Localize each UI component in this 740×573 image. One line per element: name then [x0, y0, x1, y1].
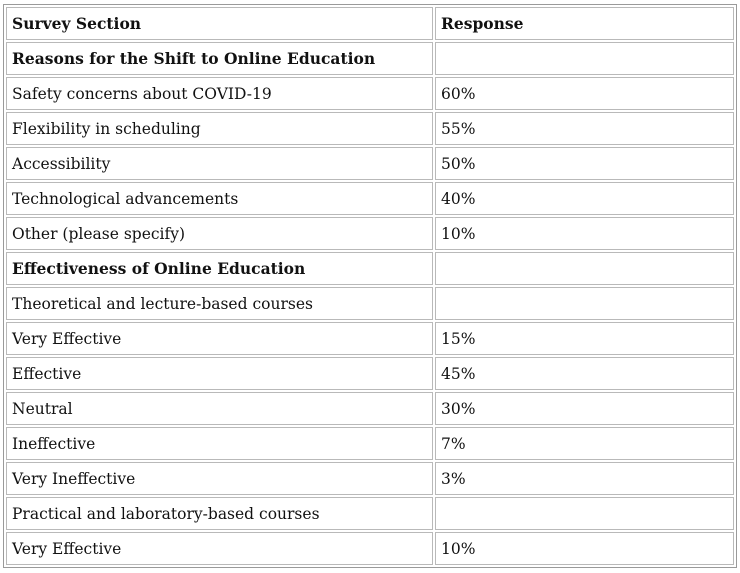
- survey-item-cell: Very Ineffective: [6, 462, 433, 495]
- response-cell: 7%: [435, 427, 734, 460]
- response-cell: 15%: [435, 322, 734, 355]
- table-row: [6, 427, 734, 460]
- response-cell: 60%: [435, 77, 734, 110]
- response-cell: 40%: [435, 182, 734, 215]
- response-cell: 10%: [435, 217, 734, 250]
- table-row: [6, 392, 734, 425]
- response-cell: 30%: [435, 392, 734, 425]
- response-cell: [435, 497, 734, 530]
- response-cell: 50%: [435, 147, 734, 180]
- subsection-row: [6, 497, 734, 530]
- survey-item-cell: Technological advancements: [6, 182, 433, 215]
- section-heading: Effectiveness of Online Education: [6, 252, 433, 285]
- response-cell: 3%: [435, 462, 734, 495]
- table-row: [6, 357, 734, 390]
- survey-item-cell: Very Effective: [6, 532, 433, 565]
- section-heading-row: [6, 42, 734, 75]
- subsection-row: [6, 287, 734, 320]
- table-row: [6, 322, 734, 355]
- survey-item-cell: Accessibility: [6, 147, 433, 180]
- response-cell: 10%: [435, 532, 734, 565]
- table-row: [6, 532, 734, 565]
- survey-table: [3, 4, 737, 568]
- survey-item-cell: Very Effective: [6, 322, 433, 355]
- subsection-label: Practical and laboratory-based courses: [6, 497, 433, 530]
- survey-item-cell: Flexibility in scheduling: [6, 112, 433, 145]
- response-cell: 45%: [435, 357, 734, 390]
- survey-item-cell: Effective: [6, 357, 433, 390]
- table-header-row: [6, 7, 734, 40]
- response-cell: 55%: [435, 112, 734, 145]
- response-cell: [435, 287, 734, 320]
- survey-item-cell: Ineffective: [6, 427, 433, 460]
- column-header-response: Response: [435, 7, 734, 40]
- table-row: [6, 182, 734, 215]
- table-row: [6, 147, 734, 180]
- response-cell: [435, 42, 734, 75]
- section-heading-row: [6, 252, 734, 285]
- survey-item-cell: Safety concerns about COVID-19: [6, 77, 433, 110]
- column-header-survey-section: Survey Section: [6, 7, 433, 40]
- table-row: [6, 462, 734, 495]
- table-row: [6, 217, 734, 250]
- survey-item-cell: Neutral: [6, 392, 433, 425]
- table-row: [6, 77, 734, 110]
- response-cell: [435, 252, 734, 285]
- section-heading: Reasons for the Shift to Online Education: [6, 42, 433, 75]
- table-row: [6, 112, 734, 145]
- subsection-label: Theoretical and lecture-based courses: [6, 287, 433, 320]
- survey-item-cell: Other (please specify): [6, 217, 433, 250]
